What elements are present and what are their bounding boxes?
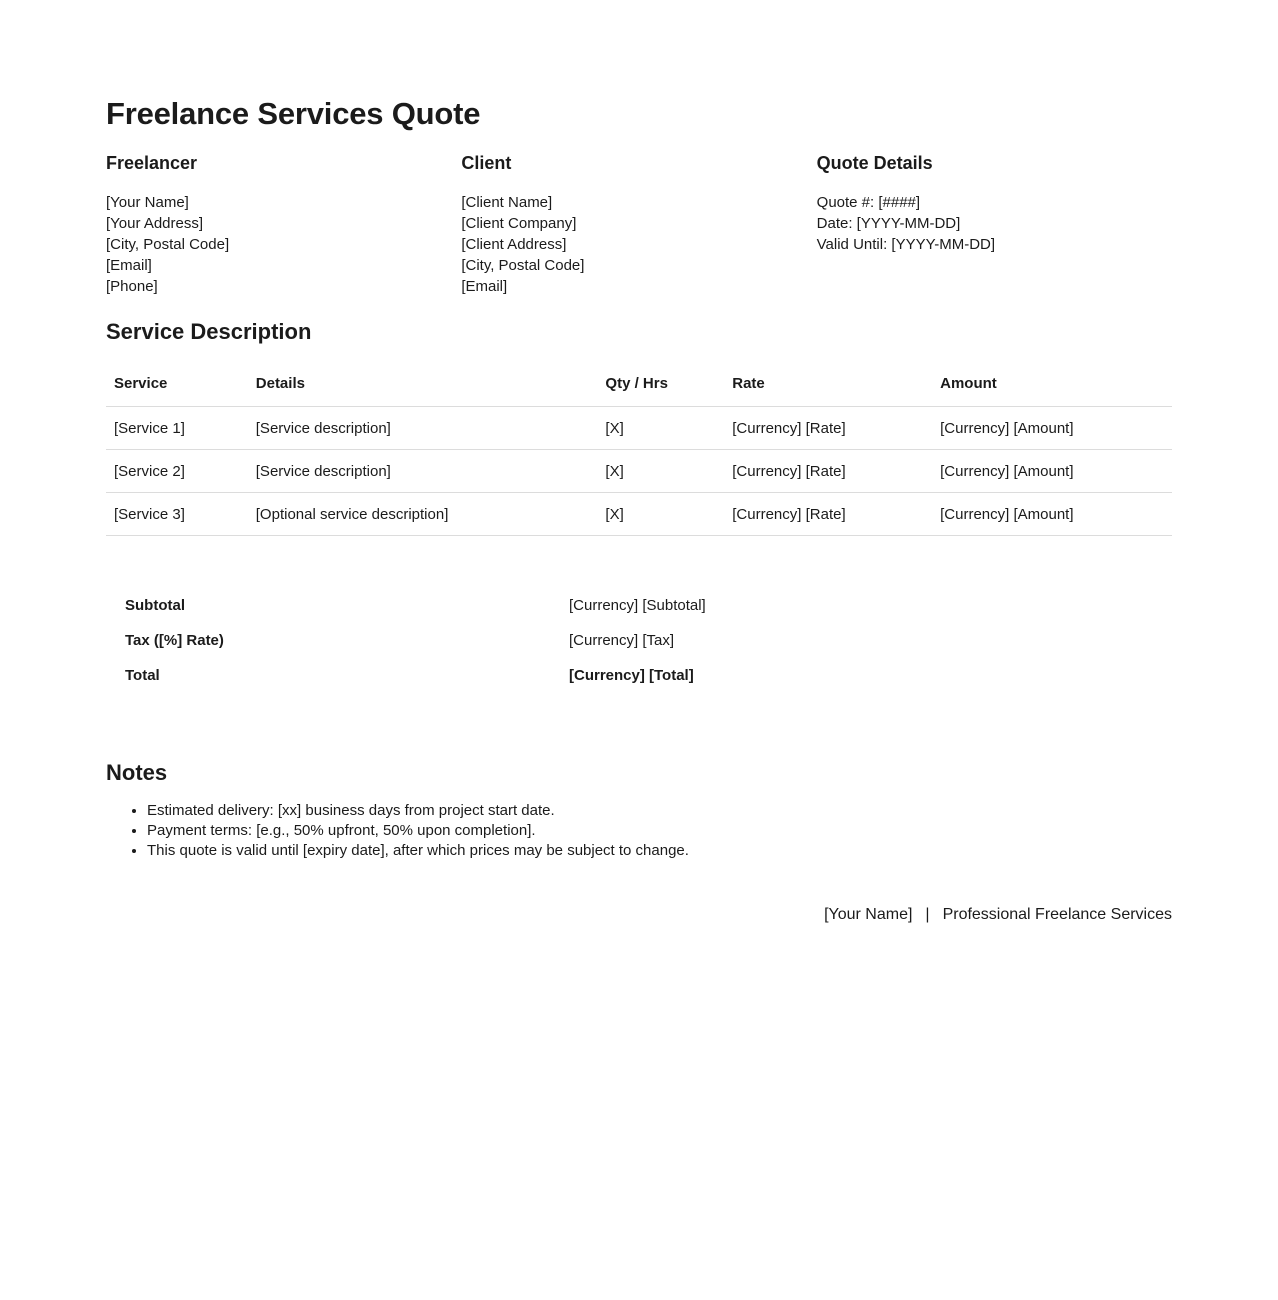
parties-section — [106, 151, 1172, 297]
freelancer-name: [Your Name] — [106, 194, 189, 211]
note-item: • This quote is valid until [expiry date], after which prices may be subject to change. — [147, 841, 1172, 861]
client-name: [Client Name] — [461, 194, 553, 211]
total-value: [Currency] [Total] — [569, 667, 694, 684]
cell-amount: [Currency] [Amount] — [932, 493, 1172, 536]
quote-details-heading: Quote Details — [816, 153, 933, 173]
totals-section — [106, 595, 1172, 686]
tax-label: Tax ([%] Rate) — [125, 632, 224, 649]
service-description-heading: Service Description — [106, 319, 312, 344]
table-row — [106, 407, 1172, 450]
col-header-rate: Rate — [724, 360, 932, 407]
footer-tagline: Professional Freelance Services — [942, 906, 1172, 923]
col-header-qty: Qty / Hrs — [597, 360, 724, 407]
notes-heading: Notes — [106, 760, 168, 785]
cell-service: [Service 2] — [106, 450, 248, 493]
note-item: • Payment terms: [e.g., 50% upfront, 50% upon completion]. — [147, 821, 1172, 841]
note-item: • Estimated delivery: [xx] business days from project start date. — [147, 801, 1172, 821]
freelancer-block — [106, 151, 461, 297]
cell-amount: [Currency] [Amount] — [932, 450, 1172, 493]
freelancer-city: [City, Postal Code] — [106, 236, 230, 253]
client-heading: Client — [461, 153, 512, 173]
footer-separator: | — [925, 906, 930, 923]
table-row — [106, 450, 1172, 493]
cell-details: [Service description] — [248, 450, 598, 493]
subtotal-label: Subtotal — [125, 597, 185, 614]
freelancer-email: [Email] — [106, 257, 152, 274]
page-title: Freelance Services Quote — [106, 96, 481, 131]
cell-rate: [Currency] [Rate] — [724, 493, 932, 536]
table-header-row — [106, 360, 1172, 407]
client-company: [Client Company] — [461, 215, 577, 232]
cell-amount: [Currency] [Amount] — [932, 407, 1172, 450]
client-email: [Email] — [461, 278, 508, 295]
col-header-details: Details — [248, 360, 598, 407]
cell-details: [Optional service description] — [248, 493, 598, 536]
total-row — [106, 665, 1172, 686]
tax-value: [Currency] [Tax] — [569, 632, 675, 649]
cell-qty: [X] — [597, 450, 724, 493]
freelancer-address: [Your Address] — [106, 215, 204, 232]
footer-name: [Your Name] — [824, 906, 913, 923]
cell-rate: [Currency] [Rate] — [724, 450, 932, 493]
cell-details: [Service description] — [248, 407, 598, 450]
client-city: [City, Postal Code] — [461, 257, 585, 274]
document-footer — [106, 904, 1172, 925]
cell-service: [Service 3] — [106, 493, 248, 536]
freelancer-phone: [Phone] — [106, 278, 158, 295]
quote-date: Date: [YYYY-MM-DD] — [816, 215, 961, 232]
subtotal-row — [106, 595, 1172, 616]
col-header-amount: Amount — [932, 360, 1172, 407]
quote-details-block — [817, 151, 1172, 297]
quote-valid-until: Valid Until: [YYYY-MM-DD] — [816, 236, 996, 253]
client-address: [Client Address] — [461, 236, 567, 253]
client-block — [461, 151, 816, 297]
tax-row — [106, 630, 1172, 651]
quote-number: Quote #: [####] — [816, 194, 921, 211]
notes-list — [106, 801, 1172, 861]
services-table — [106, 360, 1172, 536]
table-row — [106, 493, 1172, 536]
freelancer-heading: Freelancer — [106, 153, 198, 173]
subtotal-value: [Currency] [Subtotal] — [569, 597, 706, 614]
col-header-service: Service — [106, 360, 248, 407]
cell-rate: [Currency] [Rate] — [724, 407, 932, 450]
cell-qty: [X] — [597, 407, 724, 450]
cell-qty: [X] — [597, 493, 724, 536]
cell-service: [Service 1] — [106, 407, 248, 450]
total-label: Total — [125, 667, 160, 684]
